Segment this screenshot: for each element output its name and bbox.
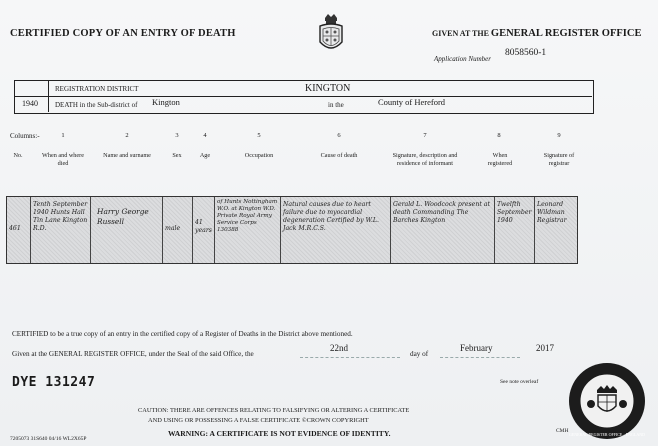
entry-number: 461	[9, 225, 21, 232]
given-statement: Given at the GENERAL REGISTER OFFICE, under the Seal of the said Office, the	[12, 350, 254, 358]
column-number: 2	[125, 132, 129, 139]
column-number: 5	[257, 132, 261, 139]
seal-text: GENERAL REGISTER OFFICE · ENGLAND	[568, 432, 646, 437]
sex-cell	[163, 197, 193, 263]
royal-crest-icon	[316, 12, 346, 58]
general-register-office-seal-icon	[568, 362, 646, 440]
occupation: of Hunts Nottingham W.O. at Kington W.D. Private Royal Army Service Corps 130388	[217, 199, 278, 233]
column-heading-informant: Signature, description and residence of informant	[392, 152, 458, 167]
informant: Gerald L. Woodcock present at death Commanding The Barches Kington	[393, 201, 490, 224]
identity-warning: WARNING: A CERTIFICATE IS NOT EVIDENCE OF IDENTITY.	[168, 429, 391, 438]
certified-statement: CERTIFIED to be a true copy of an entry in the certified copy of a Register of Deaths in the District above mentioned.	[12, 330, 353, 338]
entry-number-cell	[7, 197, 31, 263]
application-label: Application Number	[434, 55, 491, 63]
when-where-cell	[31, 197, 91, 263]
see-note-overleaf: See note overleaf	[500, 379, 539, 385]
registered-cell	[495, 197, 535, 263]
occupation-cell	[215, 197, 281, 263]
columns-label: Columns:-	[10, 132, 40, 140]
given-at-title: GIVEN AT THE GENERAL REGISTER OFFICE	[432, 28, 642, 39]
given-year: 2017	[536, 343, 554, 353]
cause-cell	[281, 197, 391, 263]
column-heading-age: Age	[199, 152, 211, 159]
registration-district-name: KINGTON	[305, 83, 351, 94]
column-heading-registrar: Signature of registrar	[543, 152, 575, 167]
column-number: 7	[423, 132, 427, 139]
column-number: 3	[175, 132, 179, 139]
application-number: 8058560-1	[505, 48, 547, 58]
sex: male	[165, 225, 181, 232]
column-heading-name: Name and surname	[103, 152, 151, 159]
registrar-cell	[535, 197, 577, 263]
registration-district-label: REGISTRATION DISTRICT	[55, 85, 139, 93]
name-cell	[91, 197, 163, 263]
column-heading-cause: Cause of death	[320, 152, 358, 159]
name-and-surname: Harry George Russell	[97, 207, 149, 226]
certificate-title: CERTIFIED COPY OF AN ENTRY OF DEATH	[10, 28, 236, 39]
given-month: February	[460, 343, 493, 353]
year: 1940	[22, 99, 38, 108]
month-underline	[440, 357, 520, 358]
in-the-label: in the	[328, 101, 344, 109]
county-name: County of Hereford	[378, 97, 446, 107]
subdistrict-name: Kington	[152, 97, 180, 107]
when-where-died: Tenth September 1940 Hunts Hall Tin Lane Kington R.D.	[33, 201, 88, 232]
district-divider	[14, 96, 592, 97]
day-of-label: day of	[410, 350, 429, 358]
death-entry-row	[6, 196, 578, 264]
column-number: 4	[203, 132, 207, 139]
day-underline	[300, 357, 400, 358]
subdistrict-label: DEATH in the Sub-district of	[55, 101, 138, 109]
informant-cell	[391, 197, 495, 263]
age-cell	[193, 197, 215, 263]
caution-line-2: AND USING OR POSSESSING A FALSE CERTIFICATE ©CROWN COPYRIGHT	[148, 417, 369, 424]
year-divider	[48, 80, 49, 112]
column-number: 1	[61, 132, 65, 139]
column-number: 8	[497, 132, 501, 139]
age: 41 years	[195, 219, 212, 234]
caution-line-1: CAUTION: THERE ARE OFFENCES RELATING TO FALSIFYING OR ALTERING A CERTIFICATE	[138, 407, 410, 414]
registrar-signature: Leonard Wildman Registrar	[537, 201, 567, 224]
column-number: 9	[557, 132, 561, 139]
column-heading-occupation: Occupation	[244, 152, 274, 159]
column-heading-when-where: When and where died	[42, 152, 84, 167]
given-day: 22nd	[330, 343, 348, 353]
column-heading-registered: When registered	[487, 152, 513, 167]
column-number: 6	[337, 132, 341, 139]
when-registered: Twelfth September 1940	[497, 201, 532, 224]
column-heading-no: No.	[13, 152, 23, 159]
cause-of-death: Natural causes due to heart failure due to myocardial degeneration Certified by W.L. Jack M.R.C.S.	[283, 201, 379, 232]
certificate-serial: DYE 131247	[12, 375, 96, 390]
footer-code: 7205073 31S640 04/16 WL2X65P	[10, 436, 87, 442]
cmh-mark: CMH	[556, 428, 569, 434]
column-heading-sex: Sex	[172, 152, 182, 159]
